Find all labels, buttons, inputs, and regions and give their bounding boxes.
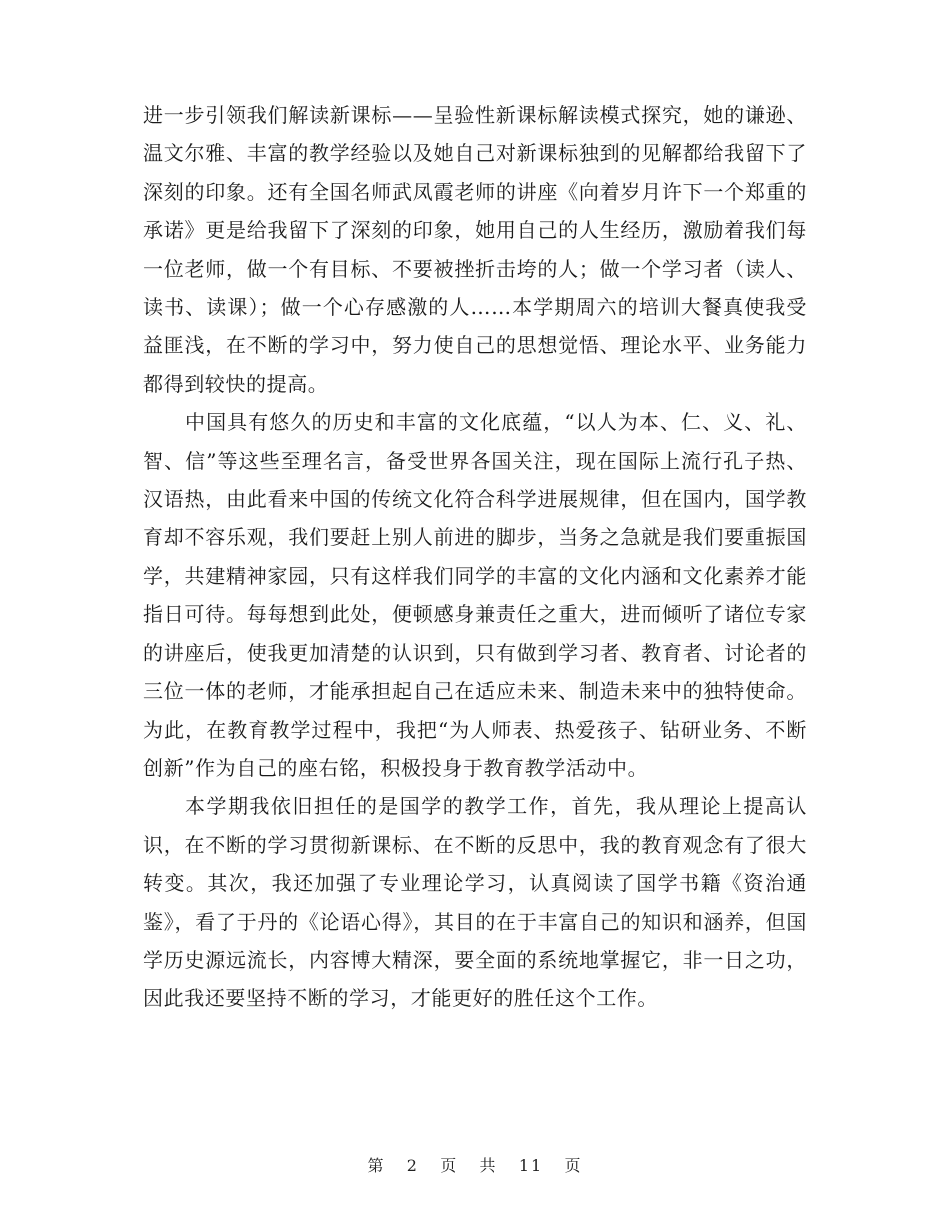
footer-label-page: 第 xyxy=(367,1156,386,1175)
footer-label-page-unit: 页 xyxy=(440,1156,459,1175)
footer-total-pages: 11 xyxy=(518,1156,544,1175)
document-body xyxy=(143,96,807,1018)
paragraph-2: 中国具有悠久的历史和丰富的文化底蕴，“以人为本、仁、义、礼、智、信”等这些至理名言，备受世界各国关注，现在国际上流行孔子热、汉语热，由此看来中国的传统文化符合科学进展规律，但在国内，国学教育却不容乐观，我们要赶上别人前进的脚步，当务之急就是我们要重振国学，共建精神家园，只有这样我们同学的丰富的文化内涵和文化素养才能指日可待。每每想到此处，便顿感身兼责任之重大，进而倾听了诸位专家的讲座后，使我更加清楚的认识到，只有做到学习者、教育者、讨论者的三位一体的老师，才能承担起自己在适应未来、制造未来中的独特使命。为此，在教育教学过程中，我把“为人师表、热爱孩子、钻研业务、不断创新”作为自己的座右铭，积极投身于教育教学活动中。 xyxy=(143,410,807,780)
footer-label-total-unit: 页 xyxy=(564,1156,583,1175)
footer-label-total: 共 xyxy=(479,1156,498,1175)
paragraph-1: 进一步引领我们解读新课标——呈验性新课标解读模式探究，她的谦逊、温文尔雅、丰富的教学经验以及她自己对新课标独到的见解都给我留下了深刻的印象。还有全国名师武凤霞老师的讲座《向着岁月许下一个郑重的承诺》更是给我留下了深刻的印象，她用自己的人生经历，激励着我们每一位老师，做一个有目标、不要被挫折击垮的人；做一个学习者（读人、读书、读课）；做一个心存感激的人……本学期周六的培训大餐真使我受益匪浅，在不断的学习中，努力使自己的思想觉悟、理论水平、业务能力都得到较快的提高。 xyxy=(143,103,807,396)
page-footer xyxy=(0,1153,950,1176)
footer-current-page: 2 xyxy=(406,1156,419,1175)
paragraph-3: 本学期我依旧担任的是国学的教学工作，首先，我从理论上提高认识，在不断的学习贯彻新课标、在不断的反思中，我的教育观念有了很大转变。其次，我还加强了专业理论学习，认真阅读了国学书籍《资治通鉴》，看了于丹的《论语心得》，其目的在于丰富自己的知识和涵养，但国学历史源远流长，内容博大精深，要全面的系统地掌握它，非一日之功，因此我还要坚持不断的学习，才能更好的胜任这个工作。 xyxy=(143,794,807,1011)
